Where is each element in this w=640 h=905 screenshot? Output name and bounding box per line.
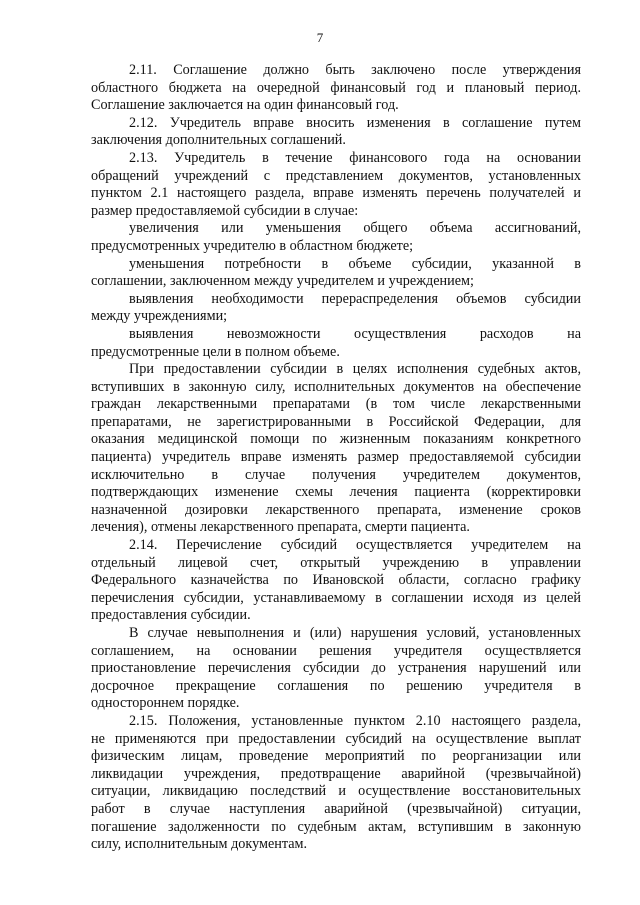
text-line: 2.11. Соглашение должно быть заключено после утверждения (129, 62, 581, 78)
text-line: назначенной дозировки лекарственного препарата, изменение сроков (91, 501, 581, 518)
text-line: выявления необходимости перераспределения объемов субсидии (129, 290, 581, 307)
text-line: соглашении, заключенном между учредителем и учреждением; (91, 273, 474, 290)
text-line: размер предоставляемой субсидии в случае: (91, 202, 359, 219)
text-line: В случае невыполнения и (или) нарушения условий, установленных (129, 625, 581, 641)
text-line: погашение задолженности по судебным актам, вступившим в законную (91, 818, 581, 835)
text-line: уменьшения потребности в объеме субсидии, указанной в (129, 255, 581, 272)
document-body (91, 62, 581, 854)
text-line: отдельный лицевой счет, открытый учреждению в управлении (91, 554, 581, 571)
text-line: приостановление перечисления субсидии до устранения нарушений или (91, 660, 581, 677)
text-line: досрочное прекращение соглашения по решению учредителя в (91, 677, 581, 694)
text-line: между учреждениями; (91, 308, 228, 325)
text-line: увеличения или уменьшения общего объема ассигнований, (129, 220, 581, 237)
text-line: выявления невозможности осуществления расходов на (129, 325, 581, 342)
text-line: лечения), отмены лекарственного препарата, смерти пациента. (91, 519, 470, 536)
text-line: пунктом 2.1 настоящего раздела, вправе изменять перечень получателей и (91, 185, 581, 202)
text-line: ликвидации учреждения, предотвращение аварийной (чрезвычайной) (91, 765, 581, 782)
text-line: пациента) учредитель вправе изменять размер предоставляемой субсидии (91, 449, 581, 466)
text-line: ситуации, ликвидацию последствий и осуществление восстановительных (91, 783, 581, 800)
page-number: 7 (316, 30, 324, 45)
text-line: исключительно в случае получения учредителем документов, (91, 466, 581, 483)
text-line: Федерального казначейства по Ивановской области, согласно графику (91, 572, 581, 589)
text-line: 2.12. Учредитель вправе вносить изменения в соглашение путем (129, 114, 581, 131)
text-line: соглашением, на основании решения учредителя осуществляется (91, 642, 581, 659)
text-line: предоставления субсидии. (91, 607, 251, 624)
text-line: работ в случае наступления аварийной (чрезвычайной) ситуации, (91, 800, 581, 817)
text-line: 2.15. Положения, установленные пунктом 2.10 настоящего раздела, (129, 712, 581, 729)
text-line: предусмотренных учредителю в областном бюджете; (91, 237, 414, 254)
text-line: областного бюджета на очередной финансовый год и плановый период. (91, 79, 581, 96)
text-line: 2.14. Перечисление субсидий осуществляется учредителем на (129, 537, 581, 554)
text-line: обращений учреждений с представлением документов, установленных (91, 167, 581, 184)
text-line: При предоставлении субсидии в целях исполнения судебных актов, (129, 361, 581, 378)
text-line: не применяются при предоставлении субсидий на осуществление выплат (91, 730, 581, 747)
text-line: оказания медицинской помощи по жизненным показаниям конкретного (91, 431, 581, 448)
text-line: граждан лекарственными препаратами (в том числе лекарственными (91, 396, 581, 413)
text-line: силу, исполнительным документам. (91, 836, 308, 853)
text-line: предусмотренные цели в полном объеме. (91, 343, 340, 360)
text-line: 2.13. Учредитель в течение финансового года на основании (129, 149, 581, 166)
text-line: перечисления субсидии, устанавливаемому в соглашении исходя из целей (91, 589, 581, 606)
text-line: вступивших в законную силу, исполнительных документов на обеспечение (91, 378, 581, 395)
text-line: препаратами, не зарегистрированными в Российской Федерации, для (91, 413, 581, 430)
text-line: Соглашение заключается на один финансовый год. (91, 97, 399, 114)
text-line: подтверждающих изменение схемы лечения пациента (корректировки (91, 484, 581, 501)
text-line: физическим лицам, проведение мероприятий по реорганизации или (91, 748, 581, 765)
text-line: заключения дополнительных соглашений. (91, 132, 346, 149)
text-line: одностороннем порядке. (91, 695, 240, 712)
